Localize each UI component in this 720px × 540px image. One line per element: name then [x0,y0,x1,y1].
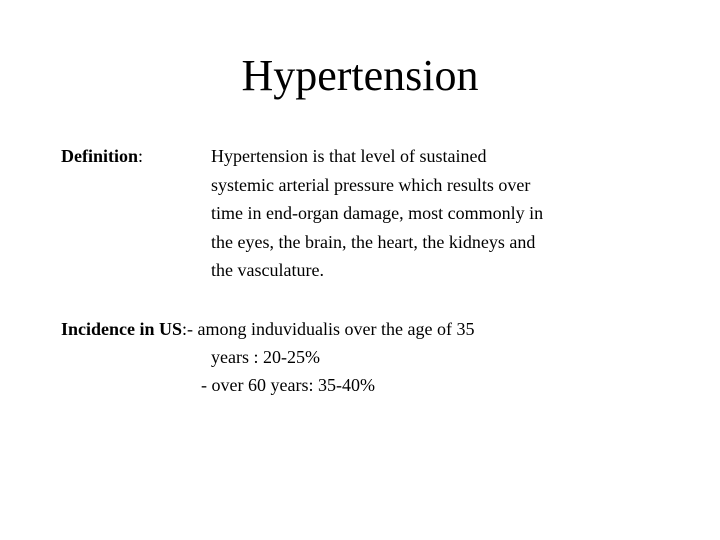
incidence-line-3: - over 60 years: 35-40% [201,375,375,395]
incidence-line-1-text: - among induvidualis over the age of 35 [187,319,475,339]
definition-line: the vasculature. [211,260,324,280]
definition-label [61,142,143,170]
definition-label-text: Definition [61,146,139,166]
incidence-line-2: years : 20-25% [211,347,320,367]
definition-label-colon: : [138,146,144,166]
definition-line: the eyes, the brain, the heart, the kidneys and [211,231,536,252]
incidence-label: Incidence in US [61,319,183,339]
slide-title: Hypertension [241,51,479,100]
definition-line: systemic arterial pressure which results over [211,174,531,195]
definition-line: Hypertension is that level of sustained [211,146,487,166]
definition-text [211,142,611,285]
incidence-line-1 [61,315,474,343]
definition-line: time in end-organ damage, most commonly in [211,203,544,223]
incidence-label-colon: : [182,319,188,339]
incidence-section [61,315,475,395]
